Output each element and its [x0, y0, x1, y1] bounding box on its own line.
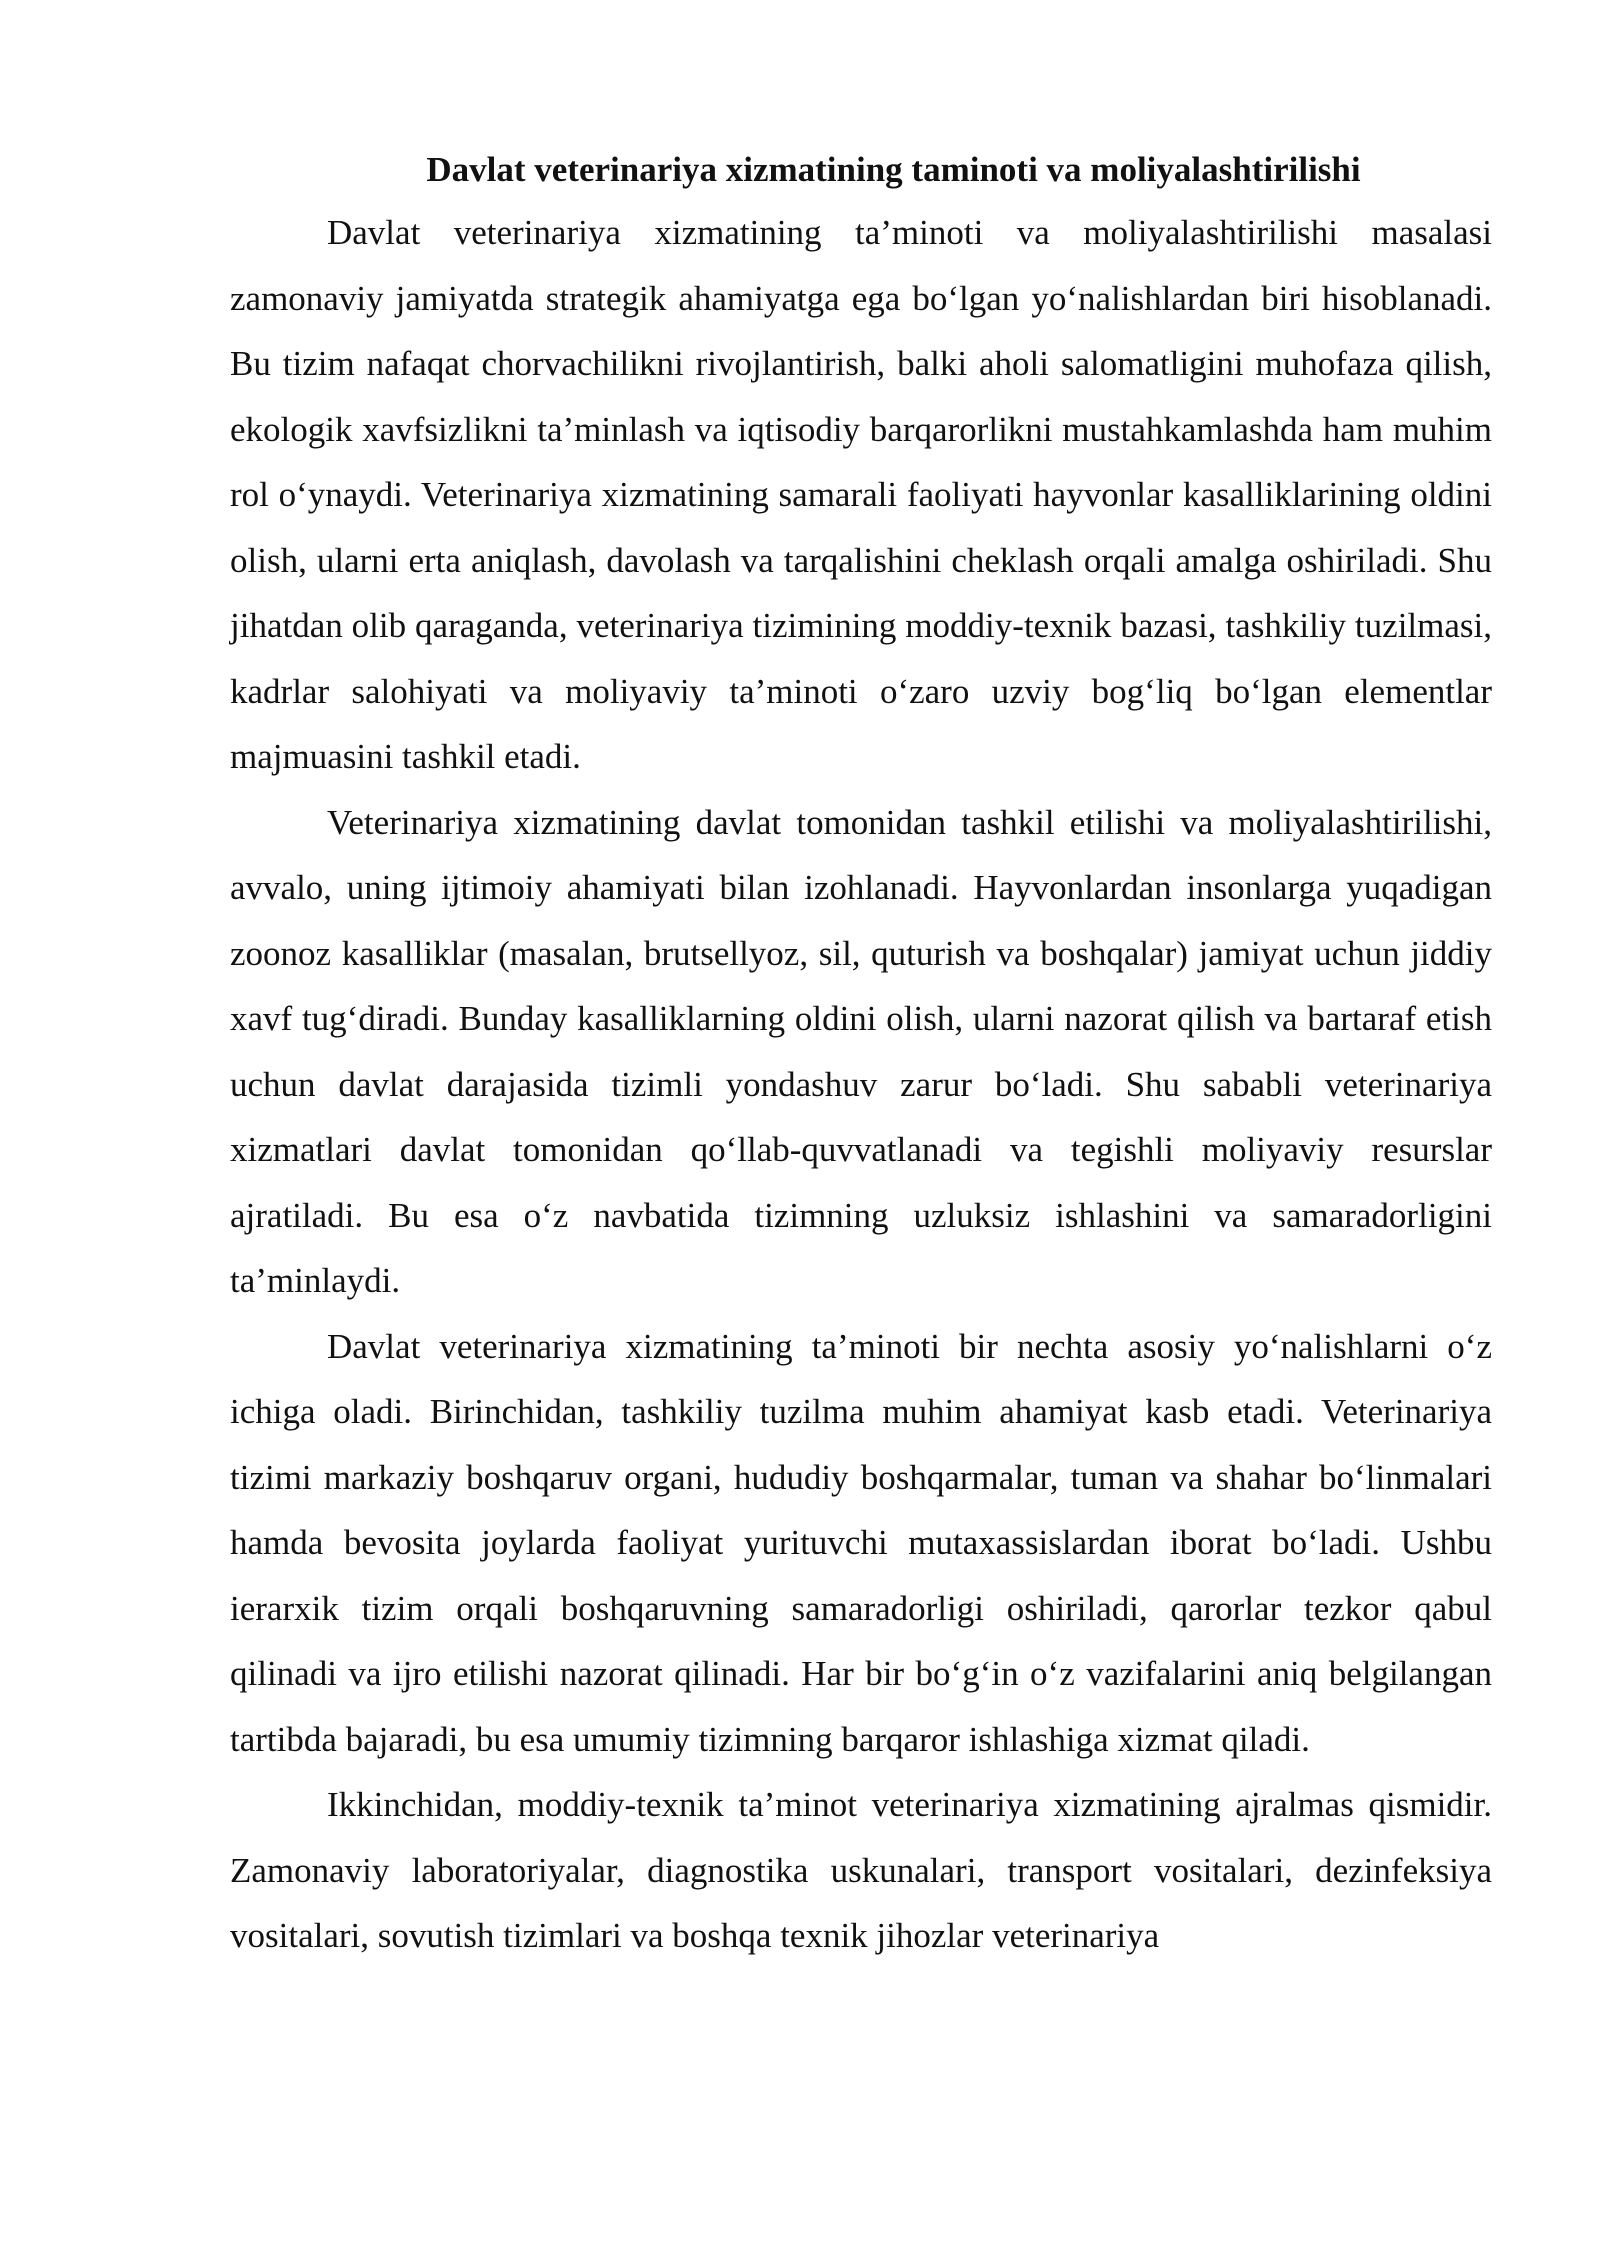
paragraph-1: Davlat veterinariya xizmatining ta’minoti va moliyalashtirilishi masalasi zamonaviy jamiyatda strategik ahamiyatga ega bo‘lgan yo‘nalishlardan biri hisoblanadi. Bu tizim nafaqat chorvachilikni rivojlantirish, balki aholi salomatligini muhofaza qilish, ekologik xavfsizlikni ta’minlash va iqtisodiy barqarorlikni mustahkamlashda ham muhim rol o‘ynaydi. Veterinariya xizmatining samarali faoliyati hayvonlar kasalliklarining oldini olish, ularni erta aniqlash, davolash va tarqalishini cheklash orqali amalga oshiriladi. Shu jihatdan olib qaraganda, veterinariya tizimining moddiy-texnik bazasi, tashkiliy tuzilmasi, kadrlar salohiyati va moliyaviy ta’minoti o‘zaro uzviy bog‘liq bo‘lgan elementlar majmuasini tashkil etadi.: [230, 213, 1492, 776]
document-page: [230, 140, 1492, 1969]
paragraph-4: Ikkinchidan, moddiy-texnik ta’minot veterinariya xizmatining ajralmas qismidir. Zamonaviy laboratoriyalar, diagnostika uskunalari, transport vositalari, dezinfeksiya vositalari, sovutish tizimlari va boshqa texnik jihozlar veterinariya: [230, 1785, 1492, 1955]
paragraph-3: Davlat veterinariya xizmatining ta’minoti bir nechta asosiy yo‘nalishlarni o‘z ichiga oladi. Birinchidan, tashkiliy tuzilma muhim ahamiyat kasb etadi. Veterinariya tizimi markaziy boshqaruv organi, hududiy boshqarmalar, tuman va shahar bo‘linmalari hamda bevosita joylarda faoliyat yurituvchi mutaxassislardan iborat bo‘ladi. Ushbu ierarxik tizim orqali boshqaruvning samaradorligi oshiriladi, qarorlar tezkor qabul qilinadi va ijro etilishi nazorat qilinadi. Har bir bo‘g‘in o‘z vazifalarini aniq belgilangan tartibda bajaradi, bu esa umumiy tizimning barqaror ishlashiga xizmat qiladi.: [230, 1326, 1492, 1759]
paragraph-2: Veterinariya xizmatining davlat tomonidan tashkil etilishi va moliyalashtirilishi, avvalo, uning ijtimoiy ahamiyati bilan izohlanadi. Hayvonlardan insonlarga yuqadigan zoonoz kasalliklar (masalan, brutsellyoz, sil, quturish va boshqalar) jamiyat uchun jiddiy xavf tug‘diradi. Bunday kasalliklarning oldini olish, ularni nazorat qilish va bartaraf etish uchun davlat darajasida tizimli yondashuv zarur bo‘ladi. Shu sababli veterinariya xizmatlari davlat tomonidan qo‘llab-quvvatlanadi va tegishli moliyaviy resurslar ajratiladi. Bu esa o‘z navbatida tizimning uzluksiz ishlashini va samaradorligini ta’minlaydi.: [230, 802, 1492, 1300]
document-title: Davlat veterinariya xizmatining taminoti va moliyalashtirilishi: [426, 150, 1361, 189]
